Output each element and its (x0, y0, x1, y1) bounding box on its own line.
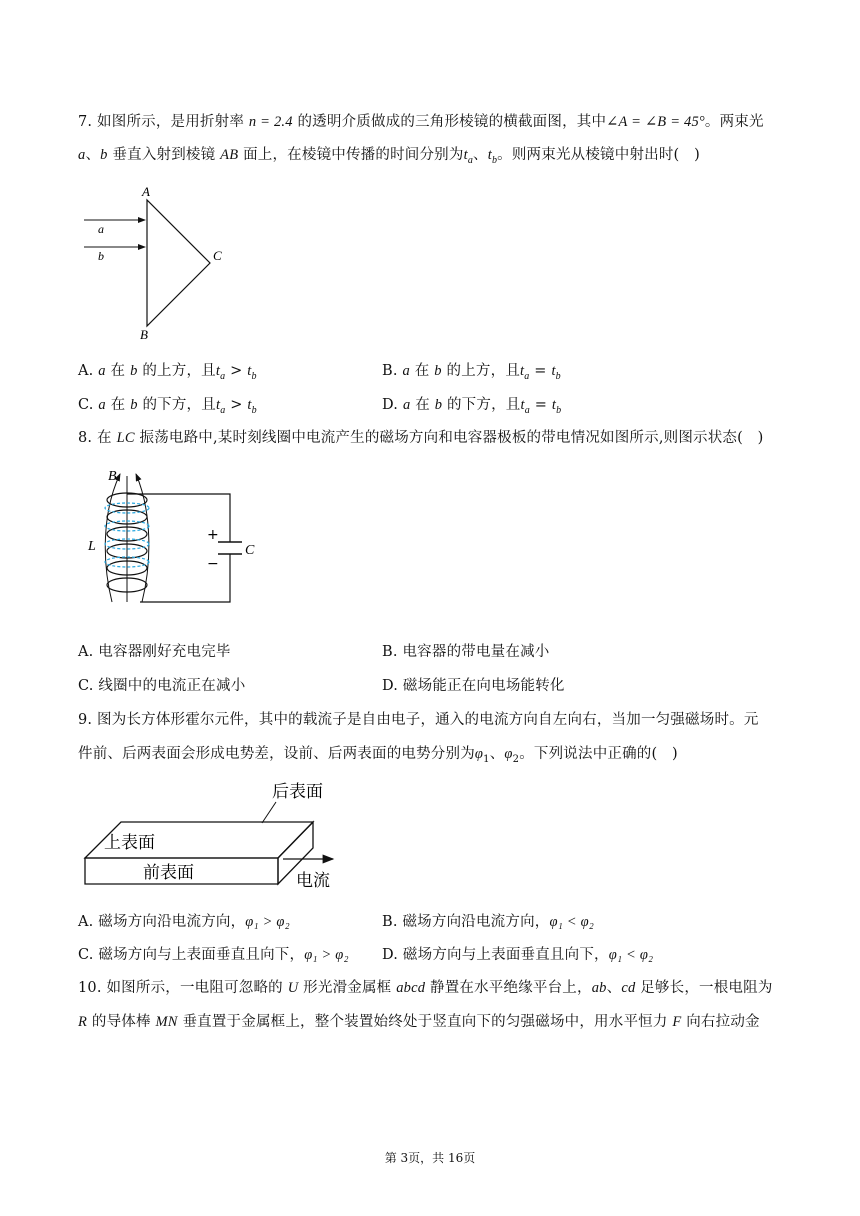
q7-prism-figure (78, 180, 238, 345)
q7-option-b[interactable]: B. a 在 b 的上方，且$t_a = t_b$ (382, 363, 561, 382)
q7-option-d[interactable]: D. a 在 b 的下方，且$t_a = t_b$ (382, 397, 562, 416)
q8-option-a[interactable]: A. 电容器刚好充电完毕 (78, 644, 231, 660)
q8-option-b[interactable]: B. 电容器的带电量在减小 (382, 644, 550, 660)
q9-option-b[interactable]: B. 磁场方向沿电流方向，φ₁ < φ₂ (382, 914, 595, 930)
label-L: L (88, 539, 96, 554)
plus-sign: + (207, 527, 219, 543)
label-b: b (98, 249, 104, 263)
prism-triangle (147, 200, 210, 326)
q9-option-a[interactable]: A. 磁场方向沿电流方向，φ₁ > φ₂ (78, 914, 290, 930)
label-current: 电流 (296, 871, 330, 891)
q7-option-a[interactable]: A. a 在 b 的上方，且$t_a > t_b$ (78, 363, 257, 382)
q10-stem-line2: R 的导体棒 MN 垂直置于金属框上，整个装置始终处于竖直向下的匀强磁场中，用水平恒力 F 向右拉动金 (78, 1014, 760, 1030)
q7-stem-line1: 7. 如图所示，是用折射率 n = 2.4 的透明介质做成的三角形棱镜的横截面图，其中∠A = ∠B = 45°。两束光 (78, 114, 764, 130)
q9-hall-element-figure (78, 778, 348, 893)
q9-option-c[interactable]: C. 磁场方向与上表面垂直且向下，φ₁ > φ₂ (78, 947, 349, 963)
q8-option-c[interactable]: C. 线圈中的电流正在减小 (78, 678, 246, 694)
label-B: B (140, 327, 148, 342)
label-front-face: 前表面 (143, 863, 194, 883)
page-footer: 第 3页，共 16页 (384, 1151, 476, 1165)
label-A: A (142, 184, 150, 199)
label-a: a (98, 222, 104, 236)
q9-option-d[interactable]: D. 磁场方向与上表面垂直且向下，φ₁ < φ₂ (382, 947, 654, 963)
q10-stem-line1: 10. 如图所示，一电阻可忽略的 U 形光滑金属框 abcd 静置在水平绝缘平台上，ab、cd 足够长，一根电阻为 (78, 980, 773, 996)
q7-stem-line2: a、b 垂直入射到棱镜 AB 面上，在棱镜中传播的时间分别为$t_a$、$t_b$。则两束光从棱镜中射出时( ) (78, 147, 700, 166)
q8-lc-circuit-figure (80, 462, 270, 612)
q8-option-d[interactable]: D. 磁场能正在向电场能转化 (382, 678, 565, 694)
label-back-face: 后表面 (272, 782, 323, 802)
back-face-pointer (262, 802, 276, 823)
minus-sign: − (207, 556, 219, 572)
q8-stem: 8. 在 LC 振荡电路中,某时刻线圈中电流产生的磁场方向和电容器极板的带电情况如图所示,则图示状态( ) (78, 430, 764, 446)
label-B: B (108, 469, 117, 484)
q9-stem-line1: 9. 图为长方体形霍尔元件，其中的载流子是自由电子，通入的电流方向自左向右，当加一匀强磁场时。元 (78, 712, 759, 728)
label-C: C (213, 248, 222, 263)
q9-stem-line2: 件前、后两表面会形成电势差，设前、后两表面的电势分别为$\varphi_1$、$\varphi_2$。下列说法中正确的( ) (78, 746, 678, 765)
q7-option-c[interactable]: C. a 在 b 的下方，且$t_a > t_b$ (78, 397, 257, 416)
label-C: C (245, 543, 255, 558)
label-top-face: 上表面 (104, 833, 155, 853)
